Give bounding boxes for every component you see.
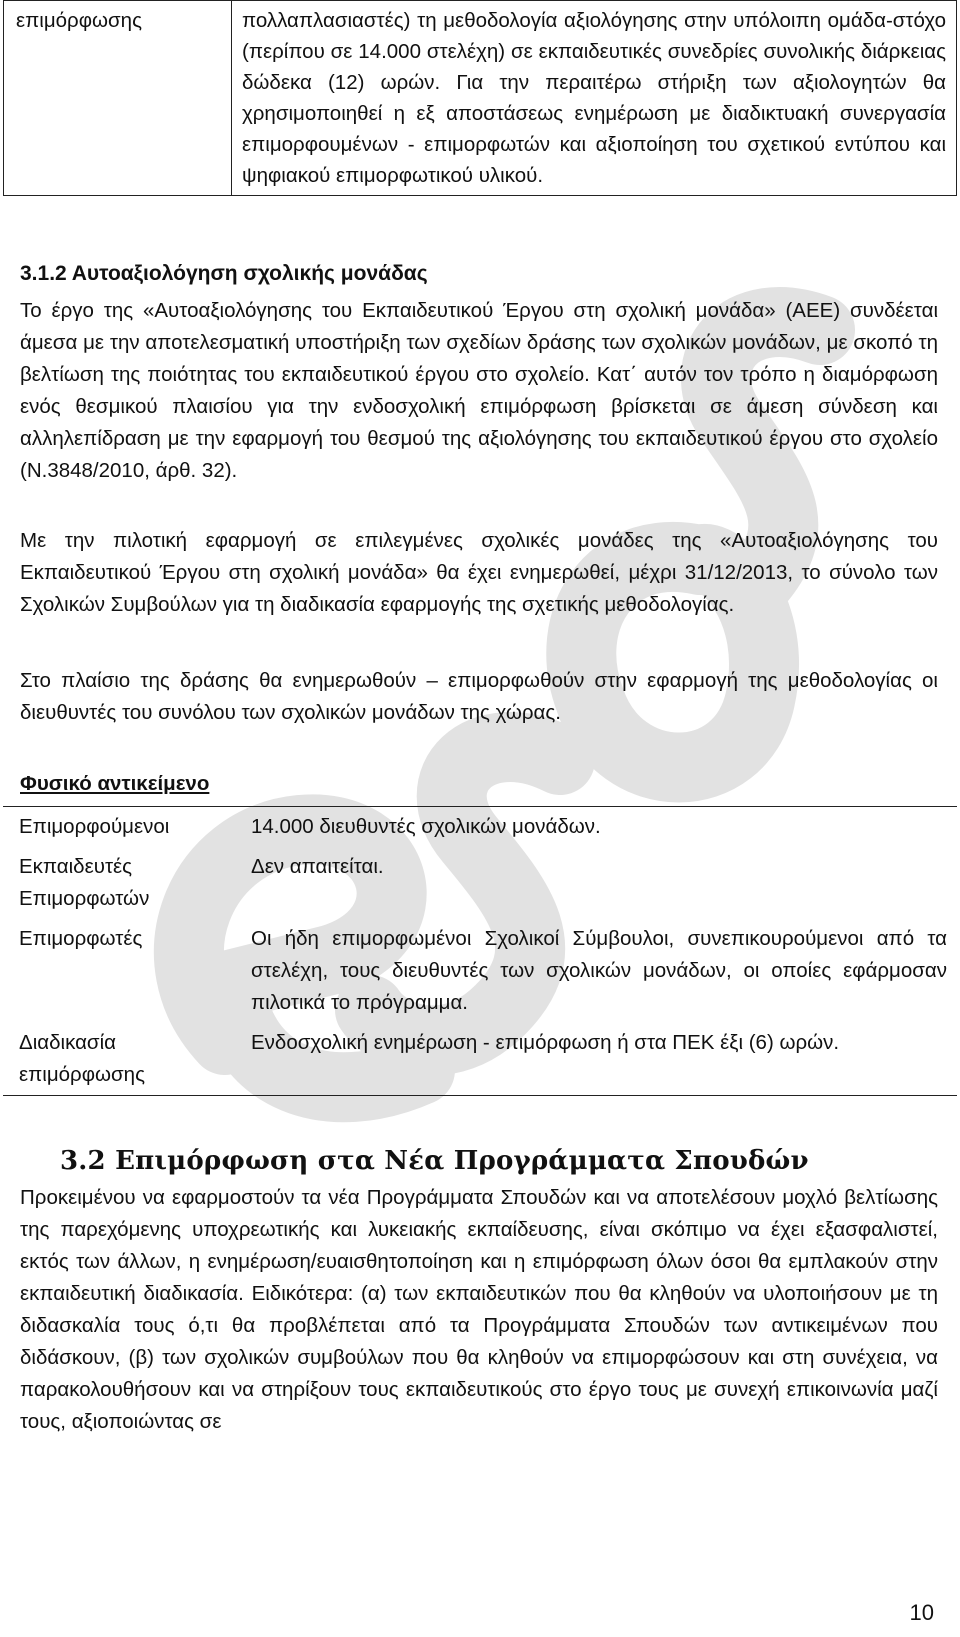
row-key: Επιμορφωτές [19,927,143,950]
table-row [3,807,957,848]
row-value: 14.000 διευθυντές σχολικών μονάδων. [237,807,957,848]
table-row [3,1023,957,1096]
table-label-cell: επιμόρφωσης [4,1,232,196]
paragraph-new-curricula: Προκειμένου να εφαρμοστούν τα νέα Προγράμματα Σπουδών και να αποτελέσουν μοχλό βελτίωσης της παρεχόμενης υποχρεωτικής και λυκειακής εκπαίδευσης, είναι σκόπιμο να έχει εξασφαλιστεί, εκτός των άλλων, η ενημέρωση/ευαισθητοποίηση και η επιμόρφωση όλων όσοι θα εμπλακούν στην εκπαιδευτική διαδικασία. Ειδικότερα: (α) των εκπαιδευτικών που θα κληθούν να υλοποιήσουν με τη διδασκαλία τους ό,τι θα προβλέπεται από τα Προγράμματα Σπουδών των αντικειμένων που διδάσκουν, (β) των σχολικών συμβούλων που θα κληθούν να επιμορφώσουν και στη συνέχεια, να παρακολουθήσουν και να στηρίξουν τους εκπαιδευτικούς στο έργο τους με συνεχή επικοινωνία μαζί τους, αξιοποιώντας σε [20,1186,938,1433]
physical-object-heading: Φυσικό αντικείμενο [20,772,210,795]
physical-object-table [3,806,957,1096]
row-value: Δεν απαιτείται. [251,855,384,878]
row-key: Επιμορφούμενοι [3,807,237,848]
paragraph-pilot-application: Με την πιλοτική εφαρμογή σε επιλεγμένες σχολικές μονάδες της «Αυτοαξιολόγησης του Εκπαιδευτικού Έργου στη σχολική μονάδα» θα έχει ενημερωθεί, μέχρι 31/12/2013, το σύνολο των Σχολικών Συμβούλων για τη διαδικασία εφαρμογής της σχετικής μεθοδολογίας. [20,529,938,616]
row-value: Οι ήδη επιμορφωμένοι Σχολικοί Σύμβουλοι, συνεπικουρούμενοι από τα στελέχη, τους διευθυντές των σχολικών μονάδων, οι οποίες εφάρμοσαν πιλοτικά το πρόγραμμα. [251,927,947,1014]
table-value-cell: πολλαπλασιαστές) τη μεθοδολογία αξιολόγησης στην υπόλοιπη ομάδα-στόχο (περίπου σε 14.000 στελέχη) σε εκπαιδευτικές συνεδρίες συνολικής διάρκειας δώδεκα (12) ωρών. Για την περαιτέρω στήριξη των αξιολογητών θα χρησιμοποιηθεί η εξ αποστάσεως ενημέρωση με διαδικτυακή συνεργασία επιμορφουμένων - επιμορφωτών και αξιοποίηση του σχετικού εντύπου και ψηφιακού επιμορφωτικού υλικού. [232,1,957,196]
training-details-table-continued [3,0,957,196]
row-key: Εκπαιδευτές Επιμορφωτών [19,855,150,910]
paragraph-action-framework: Στο πλαίσιο της δράσης θα ενημερωθούν – επιμορφωθούν στην εφαρμογή της μεθοδολογίας οι διευθυντές του συνόλου των σχολικών μονάδων της χώρας. [20,669,938,724]
row-value: Ενδοσχολική ενημέρωση - επιμόρφωση ή στα ΠΕΚ έξι (6) ωρών. [237,1023,957,1096]
paragraph-aee-intro: Το έργο της «Αυτοαξιολόγησης του Εκπαιδευτικού Έργου στη σχολική μονάδα» (ΑΕΕ) συνδέεται άμεσα με την αποτελεσματική υποστήριξη των σχεδίων δράσης των σχολικών μονάδων, με σκοπό τη βελτίωση της ποιότητας του εκπαιδευτικού έργου στο σχολείο. Κατ΄ αυτόν τον τρόπο η διαμόρφωση ενός θεσμικού πλαισίου για την ενδοσχολική επιμόρφωση βρίσκεται σε άμεση σύνδεση και αλληλεπίδραση με την εφαρμογή του θεσμού της αξιολόγησης του εκπαιδευτικού έργου στο σχολείο (Ν.3848/2010, άρθ. 32). [20,299,938,482]
table-row [3,919,957,1023]
row-key: Διαδικασία επιμόρφωσης [3,1023,237,1096]
section-3-1-2-heading: 3.1.2 Αυτοαξιολόγηση σχολικής μονάδας [20,262,428,285]
page-number: 10 [909,1600,934,1625]
section-3-2-heading: 3.2 Επιμόρφωση στα Νέα Προγράμματα Σπουδών [60,1146,809,1176]
table-row [3,847,957,919]
